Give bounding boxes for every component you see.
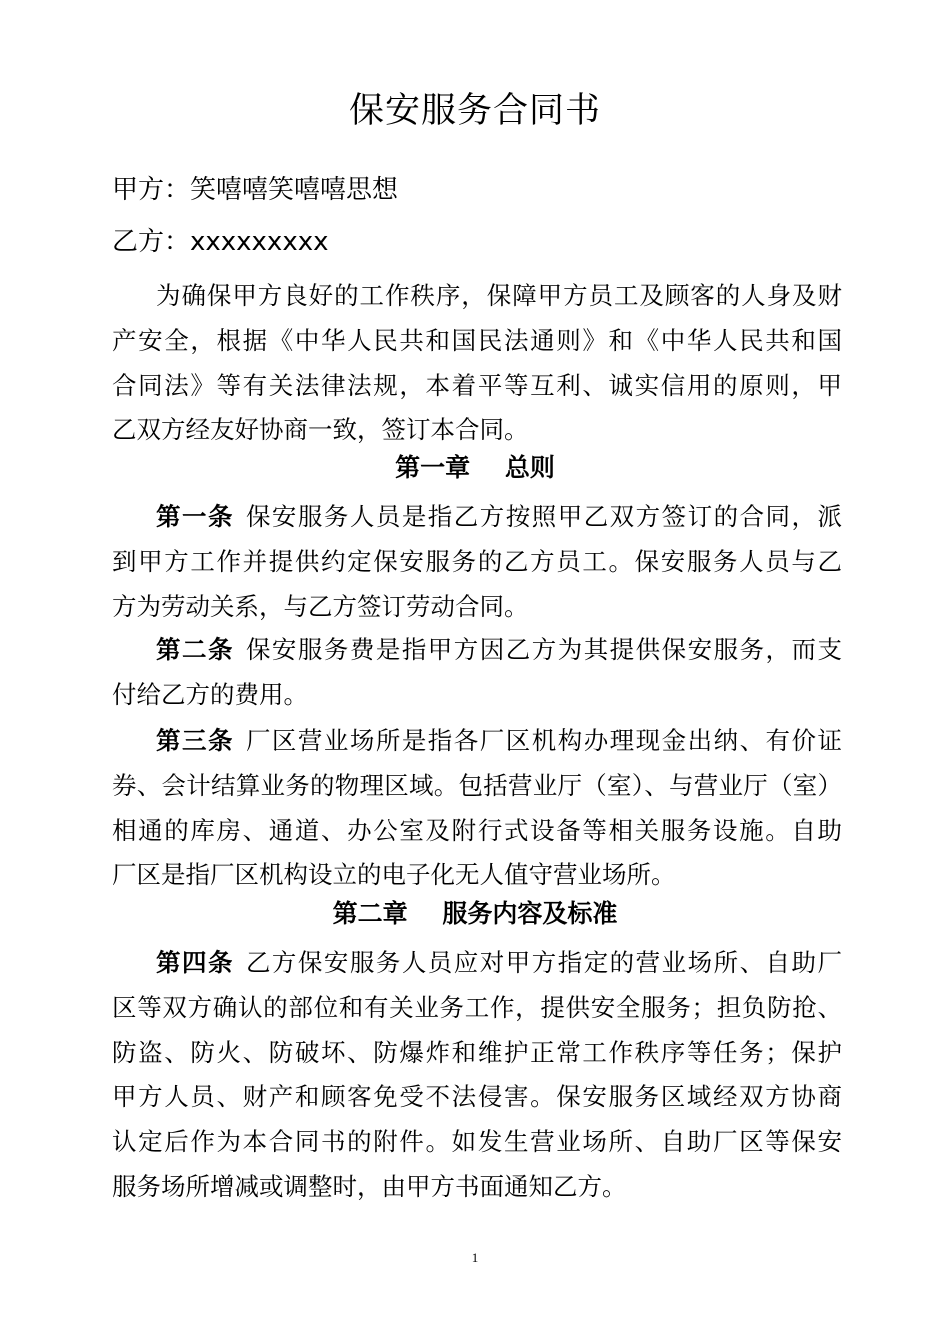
article-line: 防盗、防火、防破坏、防爆炸和维护正常工作秩序等任务；保护 bbox=[112, 1037, 842, 1067]
article-line: 到甲方工作并提供约定保安服务的乙方员工。保安服务人员与乙 bbox=[112, 546, 842, 576]
article-label: 第一条 bbox=[156, 502, 234, 531]
article-text: 保安服务人员是指乙方按照甲乙双方签订的合同，派 bbox=[245, 502, 843, 531]
preamble-line: 乙双方经友好协商一致，签订本合同。 bbox=[112, 415, 529, 445]
party-a: 甲方：笑嘻嘻笑嘻嘻思想 bbox=[112, 175, 399, 205]
article-text: 厂区营业场所是指各厂区机构办理现金出纳、有价证 bbox=[245, 726, 843, 755]
article-line: 券、会计结算业务的物理区域。包括营业厅（室）、与营业厅（室） bbox=[112, 770, 842, 800]
article-2 bbox=[112, 628, 842, 718]
preamble-line: 产安全，根据《中华人民共和国民法通则》和《中华人民共和国 bbox=[112, 325, 842, 355]
article-line: 相通的库房、通道、办公室及附行式设备等相关服务设施。自助 bbox=[112, 815, 842, 845]
article-label: 第二条 bbox=[156, 635, 234, 664]
article-line bbox=[112, 628, 842, 673]
article-line bbox=[112, 941, 842, 986]
article-label: 第三条 bbox=[156, 726, 234, 755]
article-line: 认定后作为本合同书的附件。如发生营业场所、自助厂区等保安 bbox=[112, 1127, 842, 1157]
article-1 bbox=[112, 495, 842, 629]
preamble-line: 合同法》等有关法律法规，本着平等互利、诚实信用的原则，甲 bbox=[112, 370, 842, 400]
article-text: 保安服务费是指甲方因乙方为其提供保安服务，而支 bbox=[245, 635, 843, 664]
article-line: 付给乙方的费用。 bbox=[112, 679, 308, 709]
document-title: 保安服务合同书 bbox=[348, 91, 601, 131]
article-line: 甲方人员、财产和顾客免受不法侵害。保安服务区域经双方协商 bbox=[112, 1082, 842, 1112]
chapter-2-heading: 第二章 服务内容及标准 bbox=[332, 899, 618, 928]
article-line bbox=[112, 495, 842, 540]
chapter-1-heading: 第一章 总则 bbox=[395, 453, 555, 482]
article-line bbox=[112, 719, 842, 764]
article-text: 乙方保安服务人员应对甲方指定的营业场所、自助厂 bbox=[245, 948, 843, 977]
article-line: 厂区是指厂区机构设立的电子化无人值守营业场所。 bbox=[112, 860, 676, 890]
preamble-line: 为确保甲方良好的工作秩序，保障甲方员工及顾客的人身及财 bbox=[156, 281, 842, 310]
article-3 bbox=[112, 719, 842, 898]
page-number: 1 bbox=[471, 1250, 479, 1265]
article-line: 方为劳动关系，与乙方签订劳动合同。 bbox=[112, 591, 529, 621]
party-b: 乙方：xxxxxxxxx bbox=[112, 227, 329, 257]
article-line: 区等双方确认的部位和有关业务工作，提供安全服务；担负防抢、 bbox=[112, 992, 842, 1022]
preamble-paragraph bbox=[112, 274, 842, 453]
article-4 bbox=[112, 941, 842, 1210]
article-label: 第四条 bbox=[156, 948, 234, 977]
article-line: 服务场所增减或调整时，由甲方书面通知乙方。 bbox=[112, 1171, 627, 1201]
